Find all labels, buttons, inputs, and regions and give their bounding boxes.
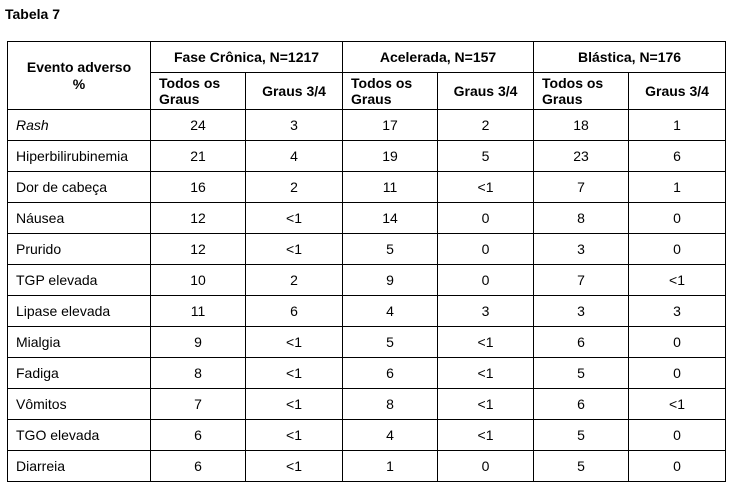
value-cell: 7 (151, 389, 246, 420)
table-row (8, 451, 726, 482)
table-row (8, 265, 726, 296)
value-cell: 8 (534, 203, 629, 234)
event-name: Hiperbilirubinemia (8, 141, 151, 172)
value-cell: <1 (246, 389, 343, 420)
value-cell: 21 (151, 141, 246, 172)
table-row (8, 172, 726, 203)
table-caption: Tabela 7 (5, 6, 60, 22)
event-name: Rash (8, 110, 151, 141)
value-cell: 2 (438, 110, 534, 141)
value-cell: 7 (534, 172, 629, 203)
value-cell: 0 (629, 420, 726, 451)
event-name: TGO elevada (8, 420, 151, 451)
value-cell: <1 (438, 358, 534, 389)
value-cell: <1 (246, 451, 343, 482)
value-cell: 1 (629, 172, 726, 203)
value-cell: 0 (438, 234, 534, 265)
value-cell: 1 (343, 451, 438, 482)
value-cell: 3 (629, 296, 726, 327)
table-row (8, 141, 726, 172)
value-cell: 5 (534, 451, 629, 482)
value-cell: 7 (534, 265, 629, 296)
value-cell: 5 (534, 420, 629, 451)
subheader-todos-line1: Todos os (351, 75, 413, 91)
value-cell: 0 (629, 327, 726, 358)
subheader-todos-line1: Todos os (159, 75, 221, 91)
table-row (8, 110, 726, 141)
value-cell: 16 (151, 172, 246, 203)
subheader-graus-chronic: Graus 3/4 (246, 73, 343, 110)
value-cell: <1 (629, 389, 726, 420)
value-cell: 6 (151, 420, 246, 451)
value-cell: 2 (246, 265, 343, 296)
event-name: Fadiga (8, 358, 151, 389)
value-cell: 17 (343, 110, 438, 141)
value-cell: 6 (246, 296, 343, 327)
subheader-todos-line1: Todos os (542, 75, 604, 91)
value-cell: 5 (343, 327, 438, 358)
subheader-todos-line2: Graus (159, 91, 200, 107)
value-cell: 0 (438, 265, 534, 296)
subheader-todos-line2: Graus (351, 91, 392, 107)
value-cell: 8 (151, 358, 246, 389)
event-name: Dor de cabeça (8, 172, 151, 203)
group-header-accelerated: Acelerada, N=157 (343, 42, 534, 73)
value-cell: <1 (438, 420, 534, 451)
subheader-graus-blastic: Graus 3/4 (629, 73, 726, 110)
value-cell: <1 (246, 358, 343, 389)
value-cell: 6 (534, 327, 629, 358)
value-cell: 9 (343, 265, 438, 296)
value-cell: 3 (534, 296, 629, 327)
value-cell: 12 (151, 234, 246, 265)
table-row (8, 327, 726, 358)
value-cell: 3 (438, 296, 534, 327)
value-cell: 0 (629, 358, 726, 389)
subheader-todos-blastic (534, 73, 629, 110)
value-cell: 4 (246, 141, 343, 172)
value-cell: 3 (246, 110, 343, 141)
value-cell: <1 (246, 327, 343, 358)
value-cell: <1 (246, 420, 343, 451)
value-cell: <1 (438, 172, 534, 203)
event-name: Náusea (8, 203, 151, 234)
table-row (8, 358, 726, 389)
value-cell: <1 (629, 265, 726, 296)
value-cell: 4 (343, 296, 438, 327)
value-cell: 12 (151, 203, 246, 234)
value-cell: 2 (246, 172, 343, 203)
event-name: TGP elevada (8, 265, 151, 296)
event-header-line1: Evento adverso (26, 58, 132, 75)
value-cell: 10 (151, 265, 246, 296)
group-header-blastic: Blástica, N=176 (534, 42, 726, 73)
subheader-todos-line2: Graus (542, 91, 583, 107)
value-cell: 0 (438, 203, 534, 234)
value-cell: <1 (438, 389, 534, 420)
event-name: Prurido (8, 234, 151, 265)
value-cell: 5 (438, 141, 534, 172)
value-cell: 11 (151, 296, 246, 327)
table-row (8, 203, 726, 234)
value-cell: <1 (246, 203, 343, 234)
value-cell: <1 (438, 327, 534, 358)
value-cell: 11 (343, 172, 438, 203)
event-header-line2: % (72, 75, 86, 92)
value-cell: 4 (343, 420, 438, 451)
value-cell: 5 (534, 358, 629, 389)
value-cell: <1 (246, 234, 343, 265)
value-cell: 14 (343, 203, 438, 234)
value-cell: 0 (629, 451, 726, 482)
value-cell: 18 (534, 110, 629, 141)
adverse-events-table (7, 41, 726, 482)
value-cell: 1 (629, 110, 726, 141)
value-cell: 9 (151, 327, 246, 358)
value-cell: 5 (343, 234, 438, 265)
subheader-graus-accelerated: Graus 3/4 (438, 73, 534, 110)
value-cell: 6 (629, 141, 726, 172)
table-row (8, 234, 726, 265)
table-row (8, 389, 726, 420)
value-cell: 0 (629, 203, 726, 234)
group-header-chronic: Fase Crônica, N=1217 (151, 42, 343, 73)
event-name: Diarreia (8, 451, 151, 482)
event-name: Mialgia (8, 327, 151, 358)
event-name: Lipase elevada (8, 296, 151, 327)
subheader-todos-accelerated (343, 73, 438, 110)
value-cell: 6 (534, 389, 629, 420)
table-row (8, 296, 726, 327)
header-row-groups (8, 42, 726, 73)
subheader-todos-chronic (151, 73, 246, 110)
value-cell: 24 (151, 110, 246, 141)
value-cell: 8 (343, 389, 438, 420)
value-cell: 19 (343, 141, 438, 172)
event-name: Vômitos (8, 389, 151, 420)
value-cell: 0 (629, 234, 726, 265)
table-row (8, 420, 726, 451)
event-header-cell (8, 42, 151, 110)
value-cell: 23 (534, 141, 629, 172)
value-cell: 3 (534, 234, 629, 265)
value-cell: 6 (343, 358, 438, 389)
value-cell: 0 (438, 451, 534, 482)
value-cell: 6 (151, 451, 246, 482)
